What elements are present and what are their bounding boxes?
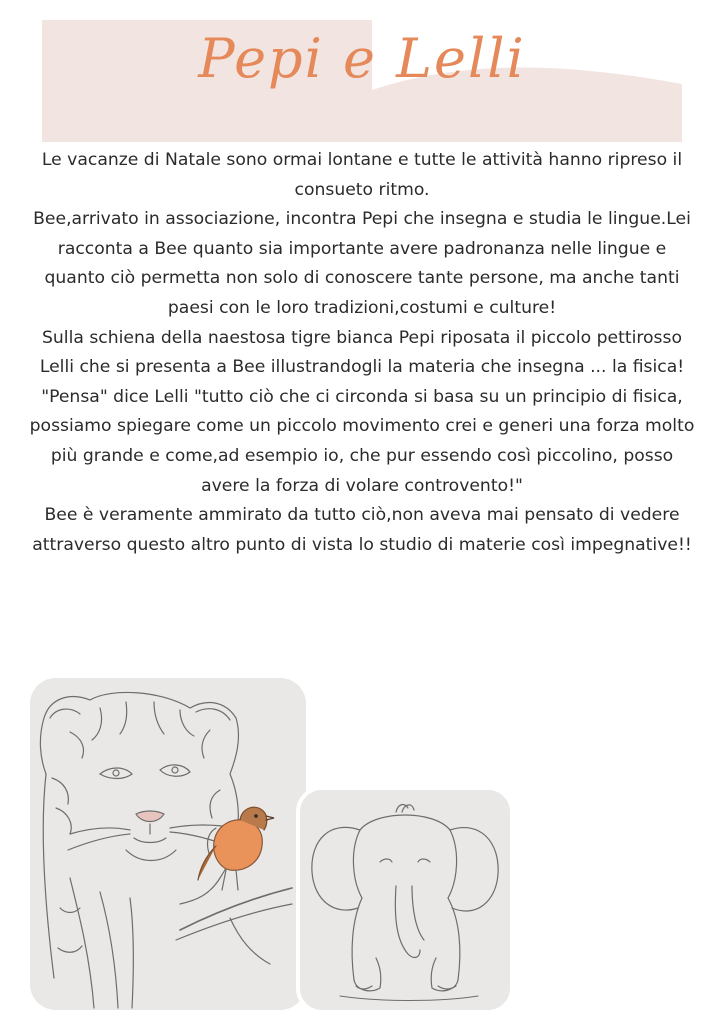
paragraph-1: Le vacanze di Natale sono ormai lontane e tutte le attività hanno ripreso il consueto ritmo.: [41, 150, 683, 200]
paragraph-3: Sulla schiena della naestosa tigre bianca Pepi riposata il piccolo pettirosso Lelli che si presenta a Bee illustrandogli la materia che insegna ... la fisica!: [39, 327, 685, 378]
story-text: [28, 146, 696, 560]
paragraph-5: Bee è veramente ammirato da tutto ciò,non aveva mai pensato di vedere attraverso questo altro punto di vista lo studio di materie così impegnative!!: [32, 505, 692, 555]
elephant-drawing: [300, 790, 510, 1010]
paragraph-2: Bee,arrivato in associazione, incontra Pepi che insegna e studia le lingue.Lei racconta a Bee quanto sia importante avere padronanza nelle lingue e quanto ciò permetta non solo di conoscere tante persone, ma anche tanti paesi con le loro tradizioni,costumi e culture!: [33, 209, 691, 318]
page-title: Pepi e Lelli: [198, 27, 526, 90]
tiger-robin-illustration: [30, 678, 306, 1010]
paragraph-4: "Pensa" dice Lelli "tutto ciò che ci circonda si basa su un principio di fisica, possiamo spiegare come un piccolo movimento crei e generi una forza molto più grande e come,ad esempio io, che pur essendo così piccolino, posso avere la forza di volare controvento!": [29, 386, 695, 496]
tiger-drawing: [30, 678, 306, 1010]
elephant-illustration: [296, 786, 514, 1014]
